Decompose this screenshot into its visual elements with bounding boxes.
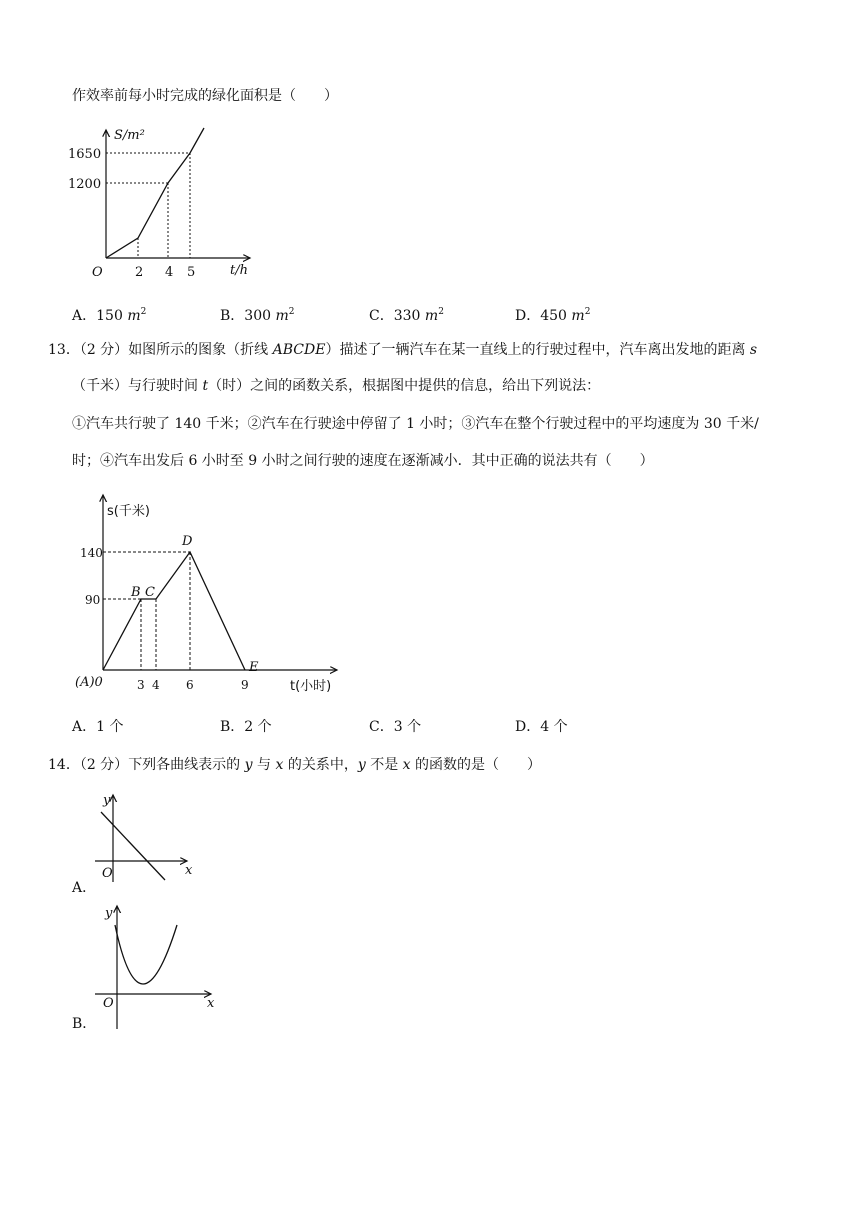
q13-point-c: C — [145, 585, 155, 600]
q13-line-2: （千米）与行驶时间 t（时）之间的函数关系，根据图中提供的信息，给出下列说法： — [72, 378, 601, 394]
svg-text:x: x — [185, 863, 193, 878]
svg-text:y: y — [103, 793, 111, 808]
svg-text:O: O — [103, 996, 114, 1011]
q13-point-d: D — [182, 534, 193, 549]
q13-x-tick-6: 6 — [186, 678, 194, 692]
q12-option-b[interactable]: B．300 $m^2$ — [220, 307, 295, 324]
q12-y-tick-1650: 1650 — [68, 147, 102, 162]
q13-option-b[interactable]: B．2 个 — [220, 719, 272, 735]
q13-point-e: E — [249, 660, 259, 675]
q12-option-d[interactable]: D．450 $m^2$ — [515, 307, 591, 324]
svg-text:O: O — [102, 866, 113, 881]
q14-b-parabola — [115, 925, 177, 984]
q12-graph-line — [106, 128, 204, 258]
q13-option-d[interactable]: D．4 个 — [515, 719, 568, 735]
q12-y-axis-label: S/m² — [114, 128, 145, 143]
q12-graph — [68, 125, 280, 285]
q13-option-c[interactable]: C．3 个 — [369, 719, 422, 735]
q13-graph — [75, 493, 355, 698]
q12-origin-label: O — [92, 265, 103, 280]
q13-point-b: B — [131, 585, 141, 600]
q12-y-tick-1200: 1200 — [68, 177, 102, 192]
q14-stem: 14．（2 分）下列各曲线表示的 y 与 x 的关系中，y 不是 x 的函数的是（ ） — [48, 757, 542, 773]
q13-line-4: 时；④汽车出发后 6 小时至 9 小时之间行驶的速度在逐渐减小．其中正确的说法共有（ ） — [72, 453, 654, 469]
q13-line-3: ①汽车共行驶了 140 千米；②汽车在行驶途中停留了 1 小时；③汽车在整个行驶过程中的平均速度为 30 千米/ — [72, 416, 759, 432]
q12-stem-tail: 作效率前每小时完成的绿化面积是（ ） — [72, 88, 338, 104]
q13-x-axis-label: t(小时) — [290, 679, 332, 694]
q14-graph-b[interactable] — [95, 903, 225, 1031]
q14-option-b-label[interactable]: B． — [72, 1016, 97, 1032]
q14-option-a-label[interactable]: A． — [72, 880, 97, 896]
q12-x-tick-5: 5 — [187, 265, 196, 280]
q12-x-axis-label: t/h — [230, 263, 248, 278]
q13-option-a[interactable]: A．1 个 — [72, 719, 124, 735]
q13-y-axis-label: s(千米) — [107, 504, 150, 519]
q14-graph-a[interactable] — [95, 792, 205, 884]
q13-x-tick-9: 9 — [241, 678, 249, 692]
q12-x-tick-4: 4 — [165, 265, 174, 280]
svg-text:x: x — [207, 996, 215, 1011]
q13-line-1: 13．（2 分）如图所示的图象（折线 ABCDE）描述了一辆汽车在某一直线上的行驶过程中，汽车离出发地的距离 s — [48, 342, 758, 358]
q13-y-tick-90: 90 — [85, 593, 101, 607]
q13-graph-line — [103, 552, 245, 670]
q12-option-a[interactable]: A．150 $m^2$ — [72, 307, 147, 324]
q12-option-c[interactable]: C．330 $m^2$ — [369, 307, 444, 324]
q12-x-tick-2: 2 — [135, 265, 144, 280]
q13-origin-label: (A)0 — [75, 675, 103, 690]
q13-x-tick-4: 4 — [152, 678, 160, 692]
svg-text:y: y — [105, 906, 113, 921]
q13-y-tick-140: 140 — [80, 546, 103, 560]
q13-x-tick-3: 3 — [137, 678, 145, 692]
